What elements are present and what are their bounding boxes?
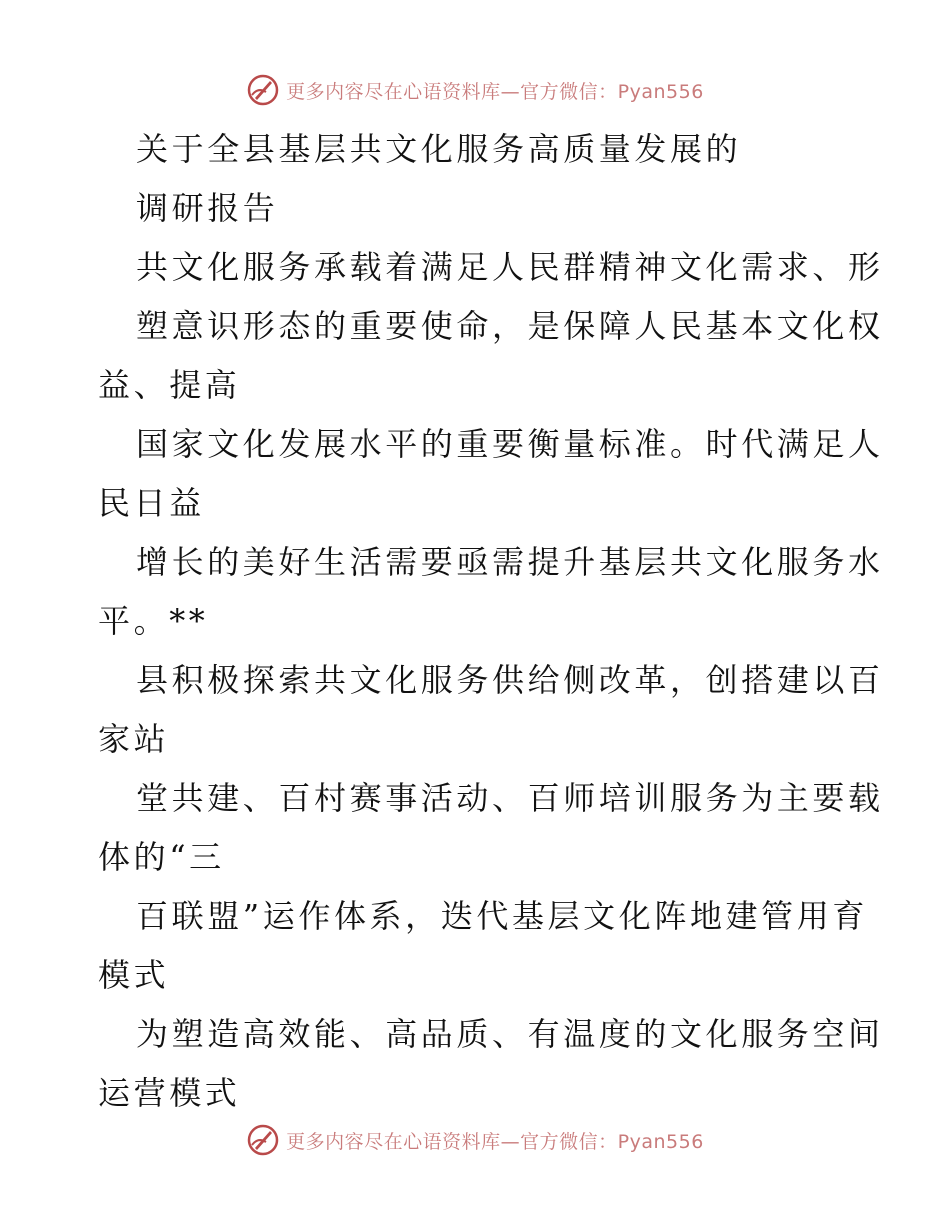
text-line: 堂共建、百村赛事活动、百师培训服务为主要载 — [136, 779, 884, 817]
text-line: 体的“三 — [98, 838, 225, 876]
text-line: 国家文化发展水平的重要衡量标准。时代满足人 — [136, 425, 884, 463]
document-body — [98, 120, 884, 1123]
text-line: 益、提高 — [98, 366, 241, 404]
quill-logo-icon — [246, 73, 280, 107]
text-line: 民日益 — [98, 484, 205, 522]
footer-watermark — [0, 1120, 950, 1160]
text-line: 塑意识形态的重要使命，是保障人民基本文化权 — [136, 307, 884, 345]
text-line: 共文化服务承载着满足人民群精神文化需求、形 — [136, 248, 884, 286]
text-line: 关于全县基层共文化服务高质量发展的 — [136, 130, 742, 168]
text-line: 家站 — [98, 720, 170, 758]
watermark-text: 更多内容尽在心语资料库—官方微信：Pyan556 — [286, 1130, 704, 1153]
text-line: 调研报告 — [136, 189, 279, 227]
text-line: 增长的美好生活需要亟需提升基层共文化服务水 — [136, 543, 884, 581]
watermark-text: 更多内容尽在心语资料库—官方微信：Pyan556 — [286, 80, 704, 103]
text-line: 百联盟”运作体系，迭代基层文化阵地建管用育 — [136, 897, 868, 935]
text-line: 平。** — [98, 602, 209, 640]
header-watermark — [0, 70, 950, 110]
quill-logo-icon — [246, 1123, 280, 1157]
text-line: 为塑造高效能、高品质、有温度的文化服务空间 — [136, 1015, 884, 1053]
text-line: 运营模式 — [98, 1074, 241, 1112]
text-line: 县积极探索共文化服务供给侧改革，创搭建以百 — [136, 661, 884, 699]
text-line: 模式 — [98, 956, 170, 994]
